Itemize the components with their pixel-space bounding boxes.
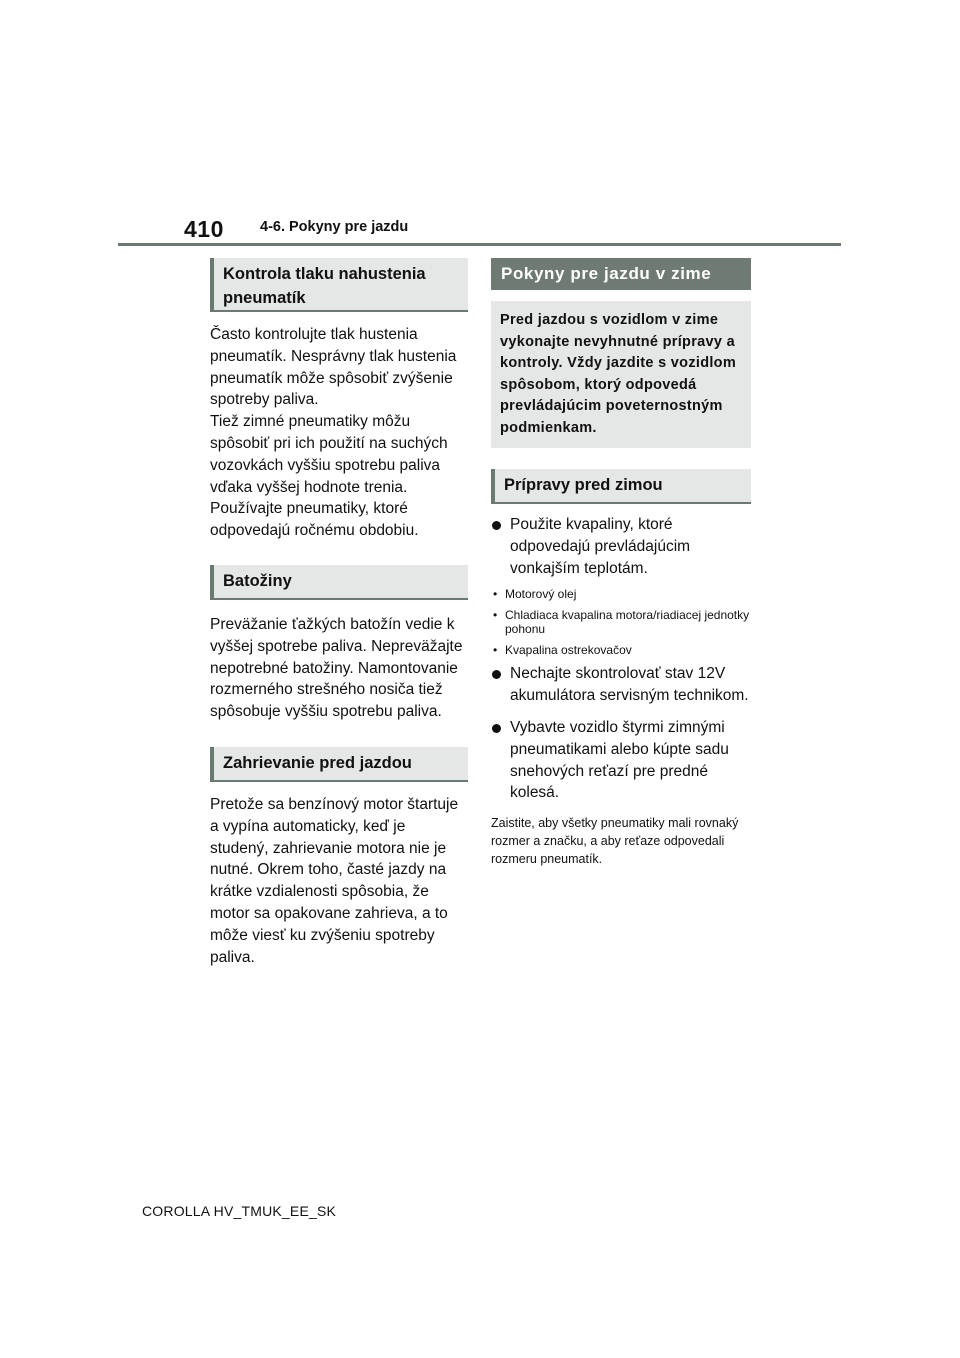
list-item-text: Použite kvapaliny, ktoré odpovedajú prevládajúcim vonkajším teplotám. (510, 516, 691, 577)
section-heading-tire-pressure: Kontrola tlaku nahustenia pneumatík (210, 258, 468, 312)
sub-list-item (491, 608, 751, 637)
bullet-list (491, 514, 751, 579)
list-item (491, 717, 751, 804)
sub-list-item-text: Motorový olej (505, 587, 577, 602)
small-bullet-icon: • (493, 587, 498, 602)
note-text: Zaistite, aby všetky pneumatiky mali rovnaký rozmer a značku, a aby reťaze odpovedali rozmeru pneumatík. (491, 816, 739, 867)
sub-list-item-text: Chladiaca kvapalina motora/riadiacej jednotky pohonu (505, 607, 750, 637)
sub-list-item (491, 643, 751, 658)
left-column (210, 258, 468, 968)
section-heading-luggage: Batožiny (210, 565, 468, 600)
section-heading-winter-prep: Prípravy pred zimou (491, 469, 751, 504)
bullet-icon (492, 724, 501, 733)
page-number: 410 (184, 216, 224, 242)
paragraph: Pretože sa benzínový motor štartuje a vypína automaticky, keď je studený, zahrievanie motora nie je nutné. Okrem toho, časté jazdy na krátke vzdialenosti spôsobia, že motor sa opakovane zahrieva, a to môže viesť ku zvýšeniu spotreby paliva. (210, 795, 459, 966)
list-item (491, 663, 751, 707)
paragraph: Často kontrolujte tlak hustenia pneumatík. Nesprávny tlak hustenia pneumatík môže spôsobiť zvýšenie spotreby paliva. (210, 326, 457, 409)
sub-list-item-text: Kvapalina ostrekovačov (505, 642, 632, 657)
right-column (491, 258, 751, 868)
list-item-text: Nechajte skontrolovať stav 12V akumulátora servisným technikom. (510, 665, 749, 705)
sub-list-item (491, 587, 751, 602)
small-bullet-icon: • (493, 607, 498, 622)
paragraph: Tiež zimné pneumatiky môžu spôsobiť pri ich použití na suchých vozovkách vyššiu spotrebu paliva vďaka vyššej hodnote trenia. Používajte pneumatiky, ktoré odpovedajú ročnému obdobiu. (210, 413, 448, 540)
bullet-list (491, 663, 751, 804)
intro-box: Pred jazdou s vozidlom v zime vykonajte nevyhnutné prípravy a kontroly. Vždy jazdite s vozidlom spôsobom, ktorý odpovedá prevládajúcim poveternostným podmienkam. (491, 301, 751, 448)
main-heading-winter-driving: Pokyny pre jazdu v zime (491, 258, 751, 290)
bullet-icon (492, 670, 501, 679)
small-bullet-icon: • (493, 642, 498, 657)
list-item (491, 514, 751, 579)
bullet-icon (492, 521, 501, 530)
section-heading-warmup: Zahrievanie pred jazdou (210, 747, 468, 782)
sub-item-list (491, 587, 751, 657)
chapter-title: 4-6. Pokyny pre jazdu (260, 219, 409, 235)
footer-model-code: COROLLA HV_TMUK_EE_SK (142, 1203, 337, 1219)
list-item-text: Vybavte vozidlo štyrmi zimnými pneumatikami alebo kúpte sadu snehových reťazí pre predné kolesá. (510, 718, 729, 802)
header-divider (118, 243, 841, 246)
paragraph: Preväžanie ťažkých batožín vedie k vyššej spotrebe paliva. Nepreväžajte nepotrebné batožiny. Namontovanie rozmerného strešného nosiča tiež spôsobuje vyššiu spotrebu paliva. (210, 615, 463, 721)
